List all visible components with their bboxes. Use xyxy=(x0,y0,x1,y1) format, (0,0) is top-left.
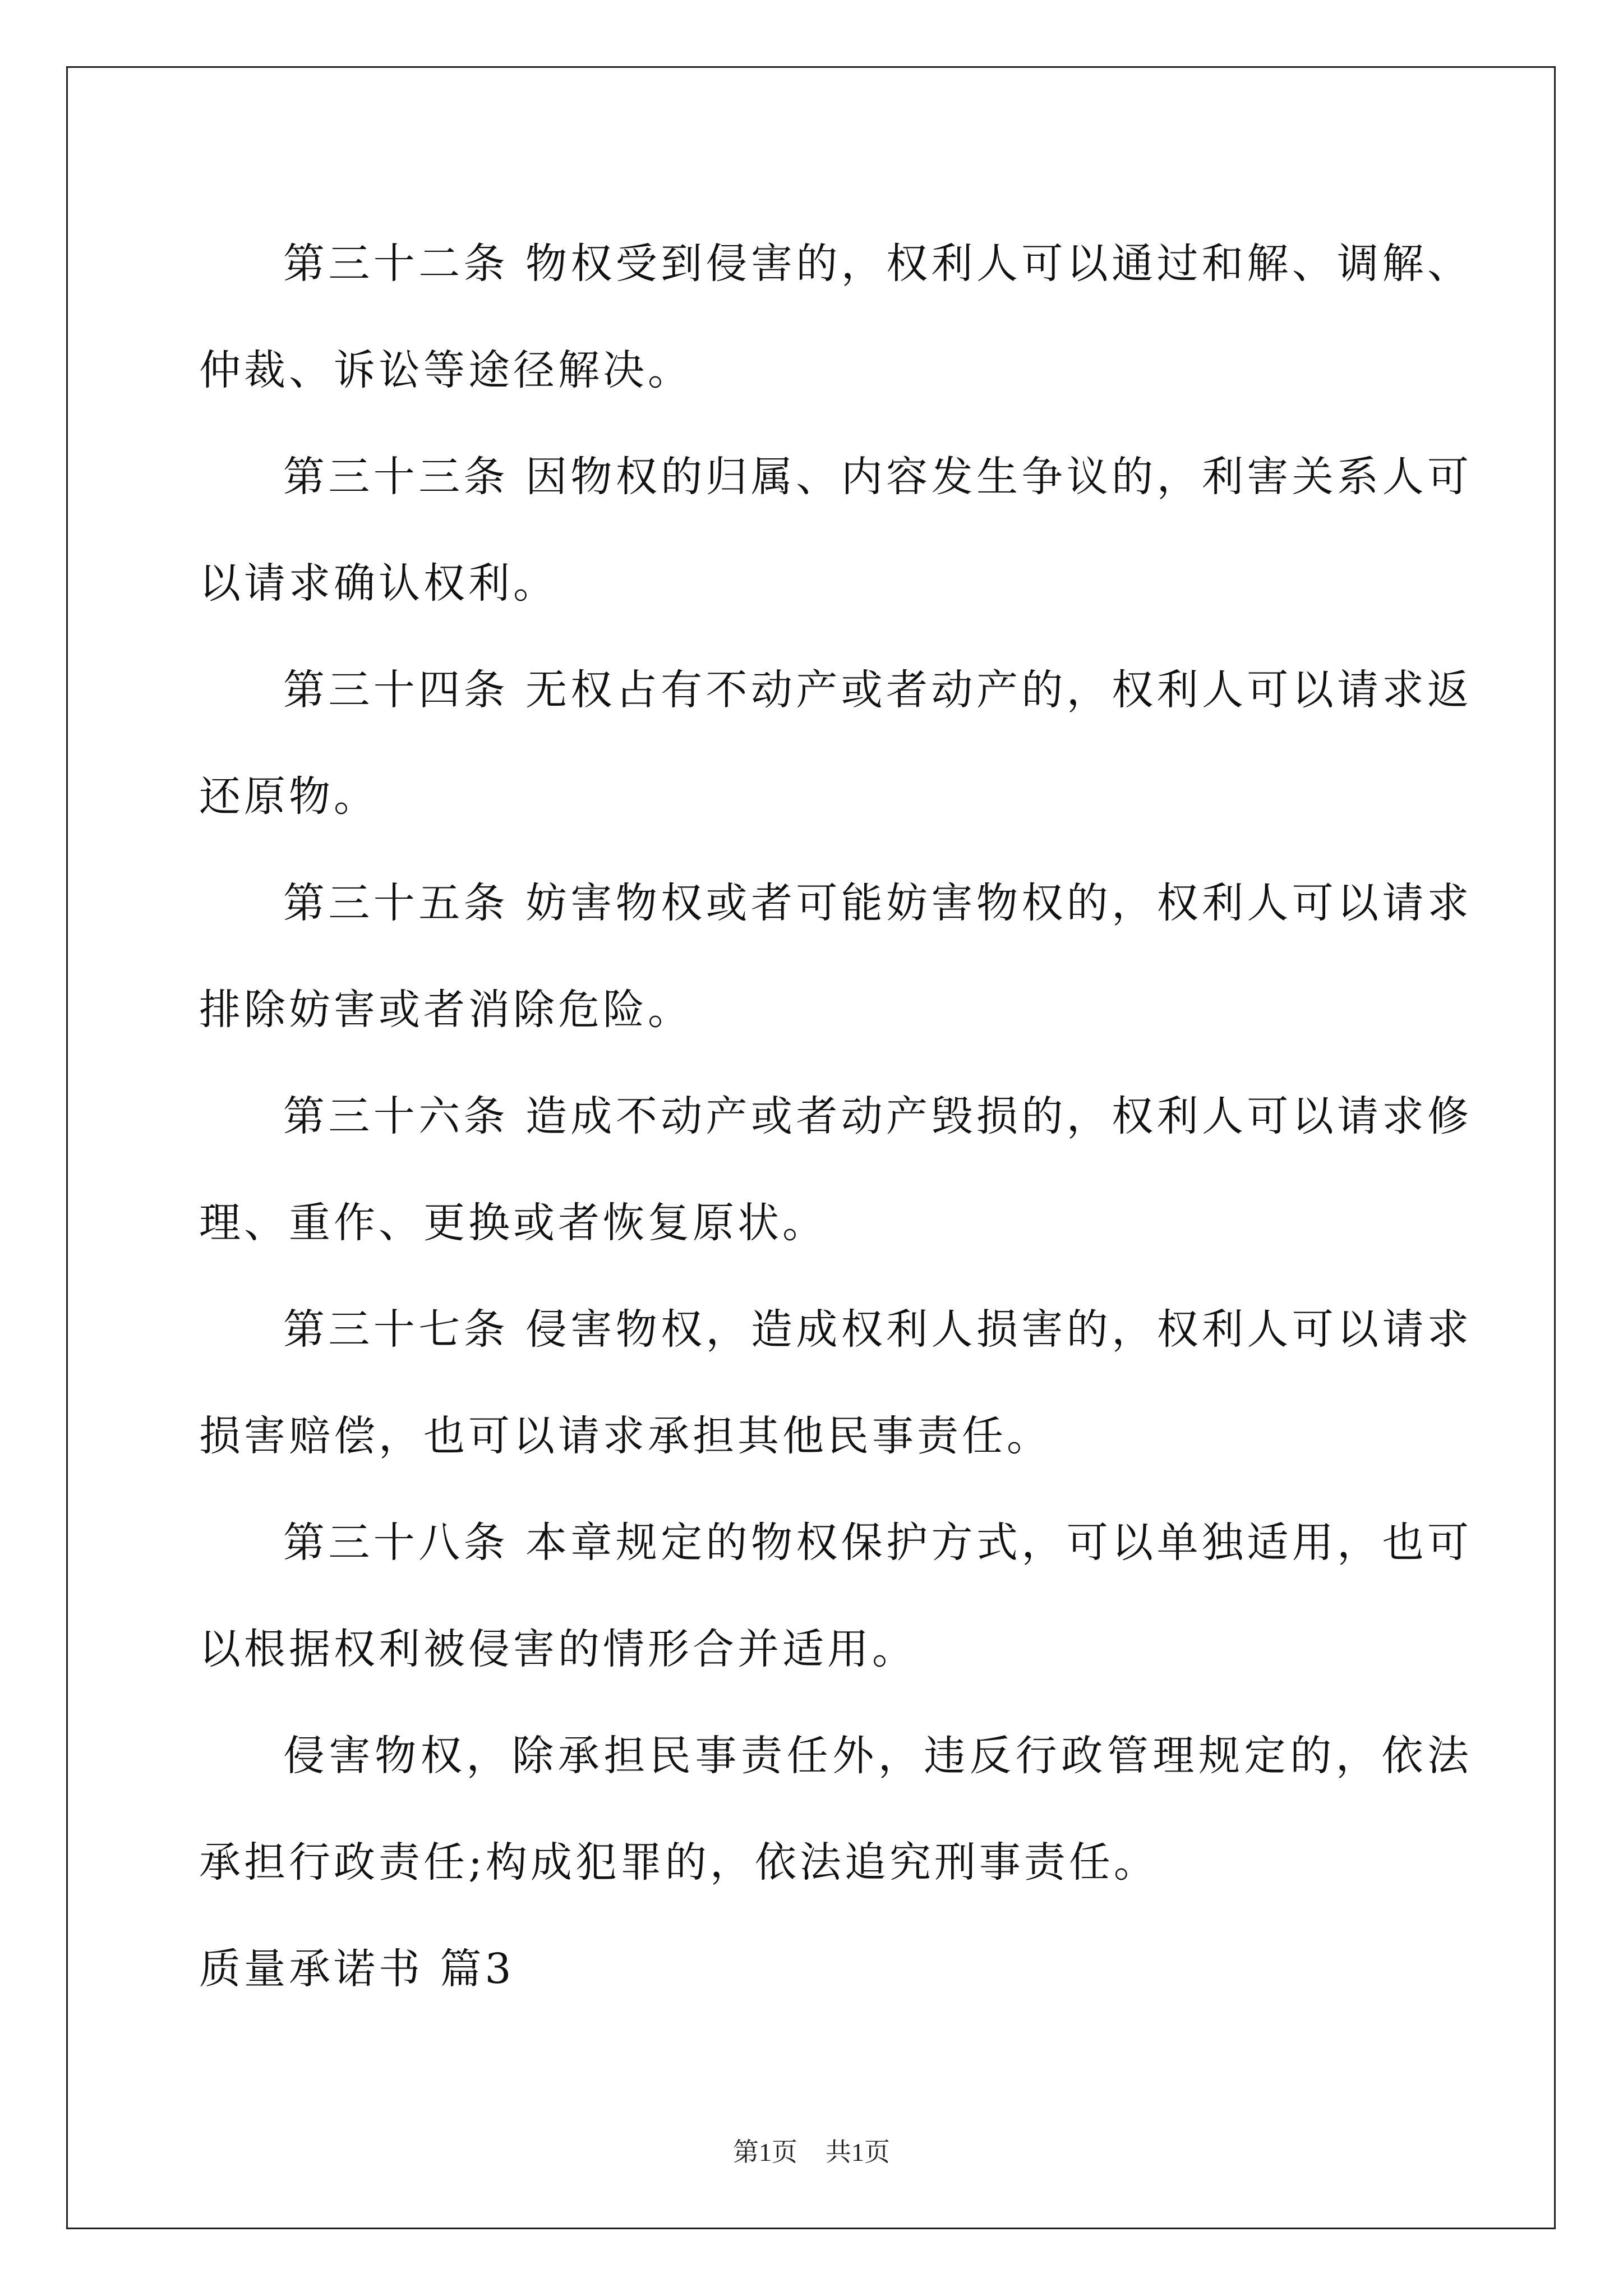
paragraph-article-33: 第三十三条 因物权的归属、内容发生争议的，利害关系人可以请求确认权利。 xyxy=(199,453,1472,608)
paragraph-liability: 侵害物权，除承担民事责任外，违反行政管理规定的，依法承担行政责任;构成犯罪的，依法追究刑事责任。 xyxy=(199,1732,1472,1887)
paragraph-article-35: 第三十五条 妨害物权或者可能妨害物权的，权利人可以请求排除妨害或者消除危险。 xyxy=(199,879,1472,1034)
paragraph-article-36: 第三十六条 造成不动产或者动产毁损的，权利人可以请求修理、重作、更换或者恢复原状。 xyxy=(199,1092,1472,1247)
paragraph-article-34: 第三十四条 无权占有不动产或者动产的，权利人可以请求返还原物。 xyxy=(199,666,1472,821)
paragraph-article-32: 第三十二条 物权受到侵害的，权利人可以通过和解、调解、仲裁、诉讼等途径解决。 xyxy=(199,240,1472,394)
paragraph-article-37: 第三十七条 侵害物权，造成权利人损害的，权利人可以请求损害赔偿，也可以请求承担其他民事责任。 xyxy=(199,1305,1472,1460)
page-footer xyxy=(0,2132,1623,2169)
section-heading: 质量承诺书 篇3 xyxy=(199,1945,515,1993)
paragraph-article-38: 第三十八条 本章规定的物权保护方式，可以单独适用，也可以根据权利被侵害的情形合并适用。 xyxy=(199,1519,1472,1673)
document-body xyxy=(199,210,1472,2022)
page-total: 共1页 xyxy=(826,2138,890,2166)
page-number: 第1页 xyxy=(733,2138,797,2166)
